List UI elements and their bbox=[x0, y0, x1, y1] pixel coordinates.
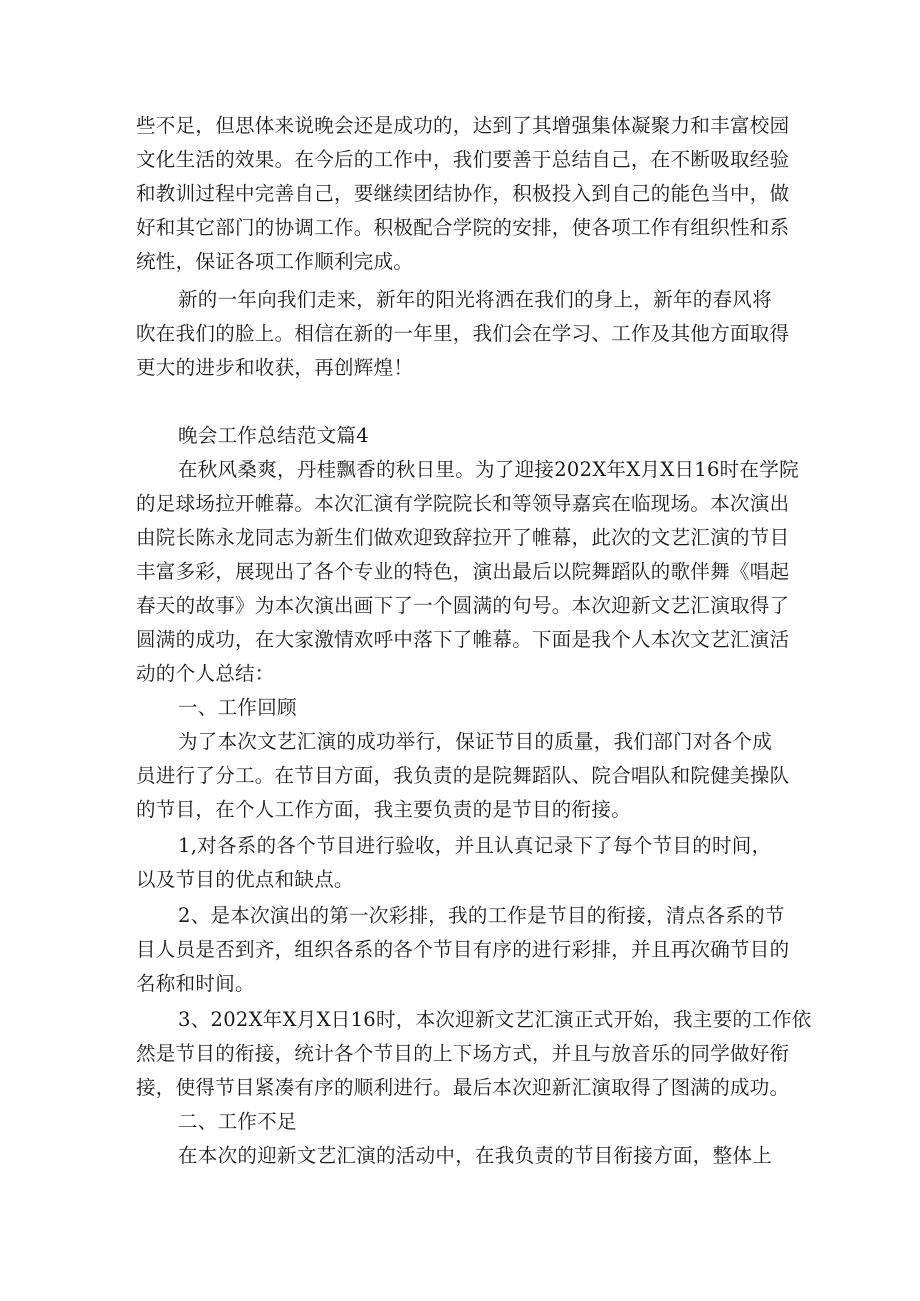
paragraph-line: 3、202X年X月X日16时，本次迎新文艺汇演正式开始，我主要的工作依 bbox=[178, 1008, 812, 1031]
paragraph-line: 以及节目的优点和缺点。 bbox=[136, 868, 354, 891]
paragraph-line: 新的一年向我们走来，新年的阳光将洒在我们的身上，新年的春风将 bbox=[178, 288, 773, 311]
paragraph-line: 丰富多彩，展现出了各个专业的特色，演出最后以院舞蹈队的歌伴舞《唱起 bbox=[136, 560, 790, 583]
paragraph-line: 更大的进步和收获，再创辉煌！ bbox=[136, 356, 414, 379]
paragraph-line: 1,对各系的各个节目进行验收，并且认真记录下了每个节目的时间， bbox=[178, 834, 772, 857]
paragraph-line: 的节目，在个人工作方面，我主要负责的是节目的衔接。 bbox=[136, 798, 632, 821]
paragraph-line: 然是节目的衔接，统计各个节目的上下场方式，并且与放音乐的同学做好衔 bbox=[136, 1042, 790, 1065]
paragraph-line: 好和其它部门的协调工作。积极配合学院的安排，使各项工作有组织性和系 bbox=[136, 216, 790, 239]
paragraph-line: 名称和时间。 bbox=[136, 972, 255, 995]
paragraph-line: 些不足，但思体来说晚会还是成功的，达到了其增强集体凝聚力和丰富校园 bbox=[136, 114, 790, 137]
paragraph-line: 在秋风桑爽，丹桂飘香的秋日里。为了迎接202X年X月X日16时在学院 bbox=[178, 458, 799, 481]
paragraph-line: 目人员是否到齐，组织各系的各个节目有序的进行彩排，并且再次确节目的 bbox=[136, 938, 790, 961]
paragraph-line: 在本次的迎新文艺汇演的活动中，在我负责的节目衔接方面，整体上 bbox=[178, 1144, 773, 1167]
paragraph-line: 2、是本次演出的第一次彩排，我的工作是节目的衔接，清点各系的节 bbox=[178, 904, 785, 927]
paragraph-line: 统性，保证各项工作顺利完成。 bbox=[136, 250, 414, 273]
paragraph-line: 春天的故事》为本次演出画下了一个圆满的句号。本次迎新文艺汇演取得了 bbox=[136, 594, 790, 617]
paragraph-line: 吹在我们的脸上。相信在新的一年里，我们会在学习、工作及其他方面取得 bbox=[136, 322, 790, 345]
paragraph-line: 为了本次文艺汇演的成功举行，保证节目的质量，我们部门对各个成 bbox=[178, 730, 773, 753]
paragraph-line: 接，使得节目紧凑有序的顺利进行。最后本次迎新汇演取得了图满的成功。 bbox=[136, 1076, 790, 1099]
paragraph-line: 圆满的成功，在大家激情欢呼中落下了帷幕。下面是我个人本次文艺汇演活 bbox=[136, 628, 790, 651]
section-heading: 晚会工作总结范文篇4 bbox=[178, 424, 369, 447]
paragraph-line: 员进行了分工。在节目方面，我负责的是院舞蹈队、院合唱队和院健美操队 bbox=[136, 764, 790, 787]
subsection-heading: 一、工作回顾 bbox=[178, 696, 297, 719]
paragraph-line: 由院长陈永龙同志为新生们做欢迎致辞拉开了帷幕，此次的文艺汇演的节目 bbox=[136, 526, 790, 549]
subsection-heading: 二、工作不足 bbox=[178, 1110, 297, 1133]
paragraph-line: 的足球场拉开帷幕。本次汇演有学院院长和等领导嘉宾在临现场。本次演出 bbox=[136, 492, 790, 515]
paragraph-line: 文化生活的效果。在今后的工作中，我们要善于总结自己，在不断吸取经验 bbox=[136, 148, 790, 171]
paragraph-line: 和教训过程中完善自己，要继续团结协作，积极投入到自己的能色当中，做 bbox=[136, 182, 790, 205]
paragraph-line: 动的个人总结： bbox=[136, 662, 275, 685]
